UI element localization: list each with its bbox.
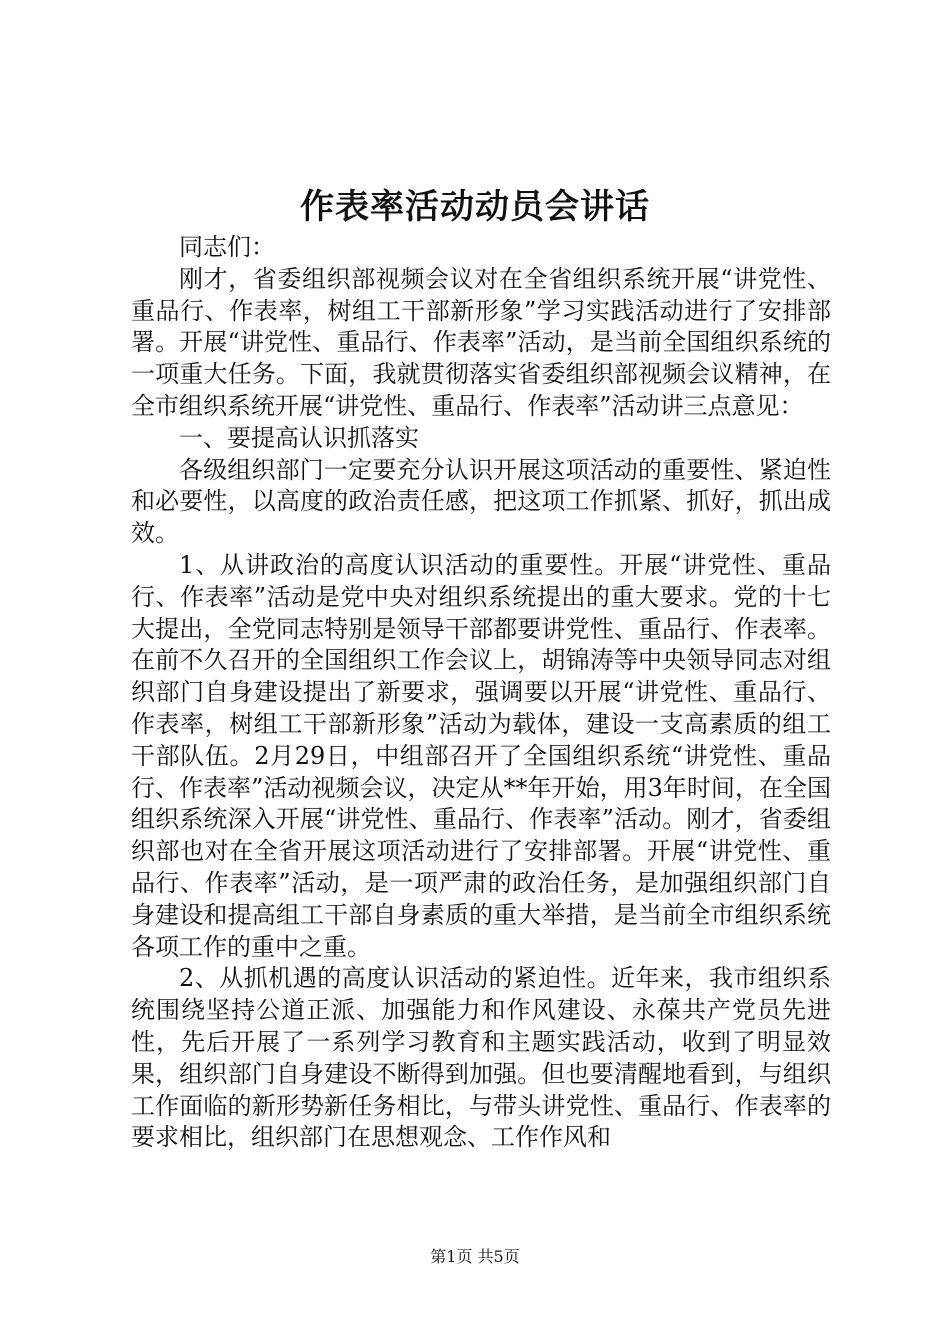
section-heading-1: 一、要提高认识抓落实 bbox=[179, 423, 419, 452]
paragraph-intro: 刚才，省委组织部视频会议对在全省组织系统开展“讲党性、重品行、作表率，树组工干部新形象”学习实践活动进行了安排部署。开展“讲党性、重品行、作表率”活动，是当前全国组织系统的一项重大任务。下面，我就贯彻落实省委组织部视频会议精神，在全市组织系统开展“讲党性、重品行、作表率”活动讲三点意见： bbox=[131, 264, 831, 420]
paragraph: 1、从讲政治的高度认识活动的重要性。开展“讲党性、重品行、作表率”活动是党中央对组织系统提出的重大要求。党的十七大提出，全党同志特别是领导干部都要讲党性、重品行、作表率。在前不久召开的全国组织工作会议上，胡锦涛等中央领导同志对组织部门自身建设提出了新要求，强调要以开展“讲党性、重品行、作表率，树组工干部新形象”活动为载体，建设一支高素质的组工干部队伍。2月29日，中组部召开了全国组织系统“讲党性、重品行、作表率”活动视频会议，决定从**年开始，用3年时间，在全国组织系统深入开展“讲党性、重品行、作表率”活动。刚才，省委组织部也对在全省开展这项活动进行了安排部署。开展“讲党性、重品行、作表率”活动，是一项严肃的政治任务，是加强组织部门自身建设和提高组工干部自身素质的重大举措，是当前全市组织系统各项工作的重中之重。 bbox=[131, 550, 831, 961]
document-title: 作表率活动动员会讲话 bbox=[300, 187, 650, 227]
salutation: 同志们： bbox=[179, 233, 275, 261]
paragraph: 各级组织部门一定要充分认识开展这项活动的重要性、紧迫性和必要性，以高度的政治责任感，把这项工作抓紧、抓好，抓出成效。 bbox=[131, 455, 831, 548]
page-footer: 第1页 共5页 bbox=[430, 1247, 520, 1266]
document-body bbox=[131, 232, 831, 1154]
paragraph: 2、从抓机遇的高度认识活动的紧迫性。近年来，我市组织系统围绕坚持公道正派、加强能力和作风建设、永葆共产党员先进性，先后开展了一系列学习教育和主题实践活动，收到了明显效果，组织部门自身建设不断得到加强。但也要清醒地看到，与组织工作面临的新形势新任务相比，与带头讲党性、重品行、作表率的要求相比，组织部门在思想观念、工作作风和 bbox=[131, 964, 831, 1152]
